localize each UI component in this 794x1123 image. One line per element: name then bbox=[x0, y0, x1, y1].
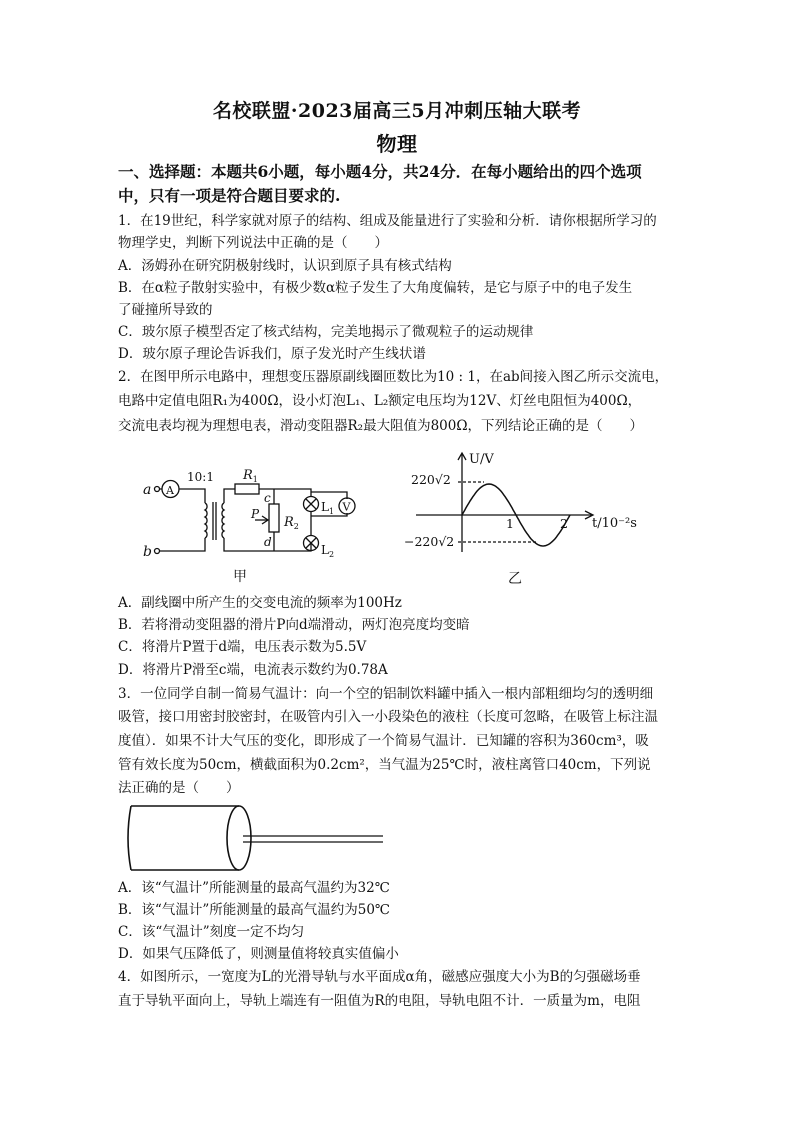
secondary-coil bbox=[222, 503, 224, 538]
y-min-label: −220√2 bbox=[404, 534, 455, 549]
secondary-wire-top bbox=[224, 489, 235, 503]
q4-stem-line2: 直于导轨平面向上，导轨上端连有一阻值为R的电阻，导轨电阻不计．一质量为m，电阻 bbox=[118, 993, 641, 1009]
q3-option-d: D．如果气压降低了，则测量值将较真实值偏小 bbox=[118, 946, 399, 962]
point-c-label: c bbox=[264, 491, 271, 505]
ammeter-letter: A bbox=[166, 484, 174, 497]
q2-option-b: B．若将滑动变阻器的滑片P向d端滑动，两灯泡亮度均变暗 bbox=[118, 617, 470, 633]
primary-coil bbox=[205, 503, 207, 538]
can-left-end bbox=[128, 806, 131, 870]
y-max-label: 220√2 bbox=[411, 472, 451, 487]
exam-title: 名校联盟·2023届高三5月冲刺压轴大联考 bbox=[212, 100, 582, 122]
primary-wire-bottom bbox=[160, 538, 206, 551]
q2-option-c: C．将滑片P置于d端，电压表示数为5.5V bbox=[118, 639, 367, 655]
terminal-b-label: b bbox=[143, 544, 152, 560]
voltmeter-letter: V bbox=[342, 500, 351, 514]
q2-option-a: A．副线圈中所产生的交变电流的频率为100Hz bbox=[118, 595, 402, 611]
q2-stem-line2: 电路中定值电阻R₁为400Ω，设小灯泡L₁、L₂额定电压均为12V、灯丝电阻恒为400Ω， bbox=[118, 393, 642, 409]
r2-label: $R_2$ bbox=[284, 515, 299, 531]
q1-stem-line2: 物理学史，判断下列说法中正确的是（ ） bbox=[118, 235, 388, 251]
q1-stem-line1: 1．在19世纪，科学家就对原子的结构、组成及能量进行了实验和分析．请你根据所学习的 bbox=[118, 213, 657, 229]
point-d-label: d bbox=[264, 535, 272, 549]
q3-option-b: B．该“气温计”所能测量的最高气温约为50℃ bbox=[118, 902, 391, 918]
can-thermometer-figure bbox=[125, 800, 387, 876]
q2-stem-line3: 交流电表均视为理想电表，滑动变阻器R₂最大阻值为800Ω，下列结论正确的是（ ） bbox=[118, 418, 644, 434]
q3-stem-line4: 管有效长度为50cm，横截面积为0.2cm²，当气温为25℃时，液柱离管口40cm，下列说 bbox=[118, 757, 651, 773]
l1-label: $L_1$ bbox=[321, 500, 335, 516]
q4-stem-line1: 4．如图所示，一宽度为L的光滑导轨与水平面成α角，磁感应强度大小为B的匀强磁场垂 bbox=[118, 969, 641, 985]
q3-option-a: A．该“气温计”所能测量的最高气温约为32℃ bbox=[118, 880, 390, 896]
q3-stem-line3: 度值）．如果不计大气压的变化，即形成了一个简易气温计．已知罐的容积为360cm³，吸 bbox=[118, 733, 649, 749]
q1-option-b-line2: 了碰撞所导致的 bbox=[118, 302, 213, 318]
can-right-face bbox=[227, 806, 251, 870]
figure-jia-caption: 甲 bbox=[233, 569, 247, 585]
rheostat-r2 bbox=[269, 504, 279, 532]
terminal-b-dot bbox=[155, 549, 160, 554]
section-heading-line1: 一、选择题：本题共6小题，每小题4分，共24分．在每小题给出的四个选项 bbox=[118, 162, 642, 181]
figure-yi-caption: 乙 bbox=[508, 571, 522, 587]
x-tick-1: 1 bbox=[506, 516, 514, 531]
q1-option-b-line1: B．在α粒子散射实验中，有极少数α粒子发生了大角度偏转，是它与原子中的电子发生 bbox=[118, 280, 633, 296]
circuit-diagram-jia bbox=[125, 448, 375, 588]
q3-option-c: C．该“气温计”刻度一定不均匀 bbox=[118, 924, 305, 940]
waveform-graph-yi bbox=[396, 448, 656, 558]
r1-label: $R_1$ bbox=[243, 468, 258, 484]
section-heading-line2: 中，只有一项是符合题目要求的. bbox=[118, 186, 341, 205]
y-axis-label: U/V bbox=[469, 452, 494, 467]
turns-ratio-label: 10:1 bbox=[187, 470, 214, 484]
l2-label: $L_2$ bbox=[321, 543, 335, 559]
resistor-r1 bbox=[235, 484, 259, 494]
subject-title: 物理 bbox=[376, 132, 418, 156]
q3-stem-line2: 吸管，接口用密封胶密封，在吸管内引入一小段染色的液柱（长度可忽略，在吸管上标注温 bbox=[118, 709, 658, 725]
q2-option-d: D．将滑片P滑至c端，电流表示数约为0.78A bbox=[118, 662, 388, 678]
q3-stem-line1: 3．一位同学自制一简易气温计：向一个空的铝制饮料罐中插入一根内部粗细均匀的透明细 bbox=[118, 686, 654, 702]
straw-tube bbox=[243, 836, 383, 842]
q1-option-d: D．玻尔原子理论告诉我们，原子发光时产生线状谱 bbox=[118, 346, 426, 362]
terminal-a-label: a bbox=[143, 482, 152, 498]
q3-stem-line5: 法正确的是（ ） bbox=[118, 780, 240, 796]
x-axis-label: t/10⁻²s bbox=[592, 516, 637, 531]
q1-option-c: C．玻尔原子模型否定了核式结构，完美地揭示了微观粒子的运动规律 bbox=[118, 324, 534, 340]
terminal-a-dot bbox=[155, 487, 160, 492]
q2-stem-line1: 2．在图甲所示电路中，理想变压器原副线圈匝数比为10 : 1，在ab间接入图乙所示交流电， bbox=[118, 369, 669, 385]
lamp-l1-cross bbox=[306, 499, 316, 509]
slider-p-label: P bbox=[251, 507, 260, 521]
x-tick-2: 2 bbox=[560, 516, 568, 531]
q1-option-a: A．汤姆孙在研究阴极射线时，认识到原子具有核式结构 bbox=[118, 258, 452, 274]
